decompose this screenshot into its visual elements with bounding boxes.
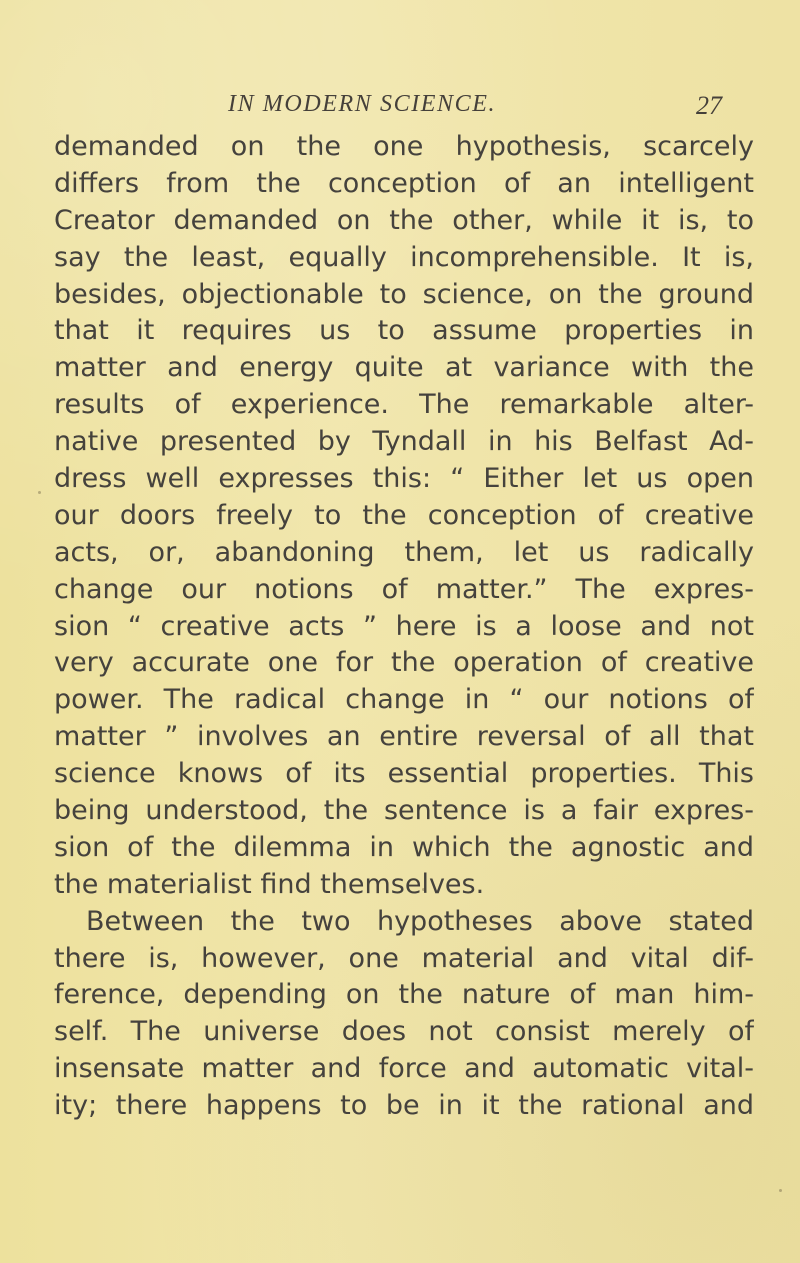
- text-line: acts, or, abandoning them, let us radically: [54, 536, 754, 568]
- running-title: IN MODERN SCIENCE.: [228, 91, 497, 117]
- text-line: native presented by Tyndall in his Belfast Ad-: [54, 426, 754, 458]
- text-line: differs from the conception of an intelligent: [54, 167, 754, 199]
- text-line: ity; there happens to be in it the rational and: [54, 1090, 754, 1122]
- paper-speck: [38, 491, 41, 494]
- page-number: 27: [696, 91, 722, 120]
- paper-speck: [779, 1189, 782, 1192]
- text-line: that it requires us to assume properties in: [54, 315, 754, 347]
- body-text: [54, 129, 754, 1122]
- text-line: the materialist find themselves.: [54, 868, 485, 900]
- text-line: there is, however, one material and vital dif-: [54, 942, 754, 974]
- paragraph-start-line: Between the two hypotheses above stated: [86, 905, 754, 937]
- text-line: ference, depending on the nature of man him-: [54, 979, 754, 1011]
- text-line: very accurate one for the operation of creative: [54, 647, 754, 679]
- text-line: sion of the dilemma in which the agnostic and: [54, 831, 754, 863]
- text-line: change our notions of matter.” The expres-: [54, 573, 754, 605]
- text-line: self. The universe does not consist merely of: [54, 1016, 754, 1048]
- text-line: matter ” involves an entire reversal of all that: [54, 721, 754, 753]
- text-line: say the least, equally incomprehensible. It is,: [54, 241, 754, 273]
- text-line: our doors freely to the conception of creative: [54, 499, 754, 531]
- text-line: sion “ creative acts ” here is a loose and not: [54, 610, 754, 642]
- text-line: science knows of its essential properties. This: [54, 758, 754, 790]
- text-line: insensate matter and force and automatic vital-: [54, 1053, 754, 1085]
- text-line: power. The radical change in “ our notions of: [54, 684, 754, 716]
- text-line: results of experience. The remarkable alter-: [54, 389, 754, 421]
- text-line: Creator demanded on the other, while it is, to: [54, 204, 754, 236]
- text-line: dress well expresses this: “ Either let us open: [54, 463, 754, 495]
- text-line: being understood, the sentence is a fair expres-: [54, 795, 754, 827]
- paper-speck: [422, 888, 425, 891]
- running-header: [54, 91, 754, 121]
- text-line: matter and energy quite at variance with the: [54, 352, 754, 384]
- text-line: demanded on the one hypothesis, scarcely: [54, 131, 754, 162]
- text-line: besides, objectionable to science, on the ground: [54, 278, 754, 310]
